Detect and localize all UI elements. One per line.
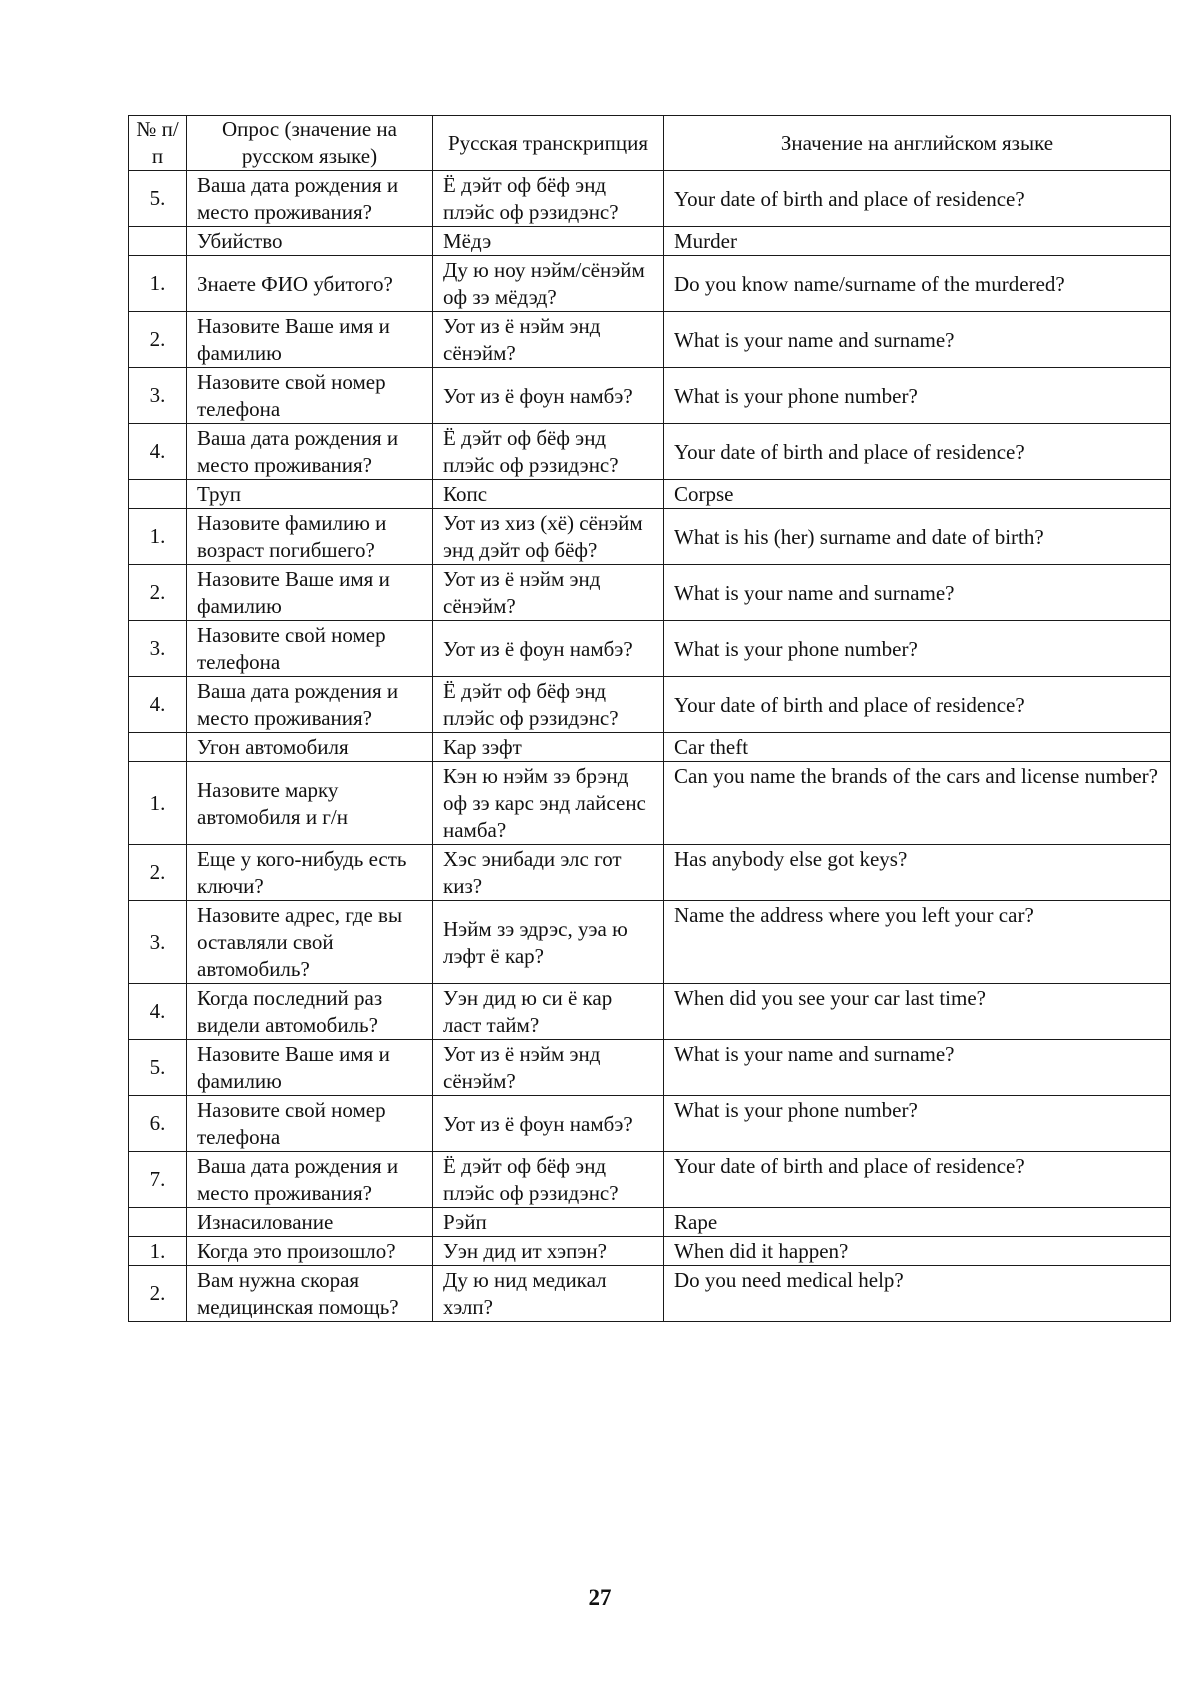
cell-transcription: Уот из ё фоун намбэ? — [433, 1096, 664, 1152]
cell-number: 2. — [129, 845, 187, 901]
table-row — [129, 312, 1171, 368]
table-row — [129, 1096, 1171, 1152]
cell-question-ru: Угон автомобиля — [187, 733, 433, 762]
cell-number: 2. — [129, 1266, 187, 1322]
cell-english: What is his (her) surname and date of birth? — [664, 509, 1171, 565]
page-number: 27 — [588, 1585, 612, 1610]
cell-question-ru: Ваша дата рождения и место проживания? — [187, 424, 433, 480]
cell-transcription: Уот из ё нэйм энд сёнэйм? — [433, 565, 664, 621]
cell-number: 2. — [129, 565, 187, 621]
cell-transcription: Ду ю ноу нэйм/сёнэйм оф зэ мёдэд? — [433, 256, 664, 312]
cell-transcription: Уот из ё нэйм энд сёнэйм? — [433, 1040, 664, 1096]
cell-english: What is your phone number? — [664, 621, 1171, 677]
cell-english: What is your name and surname? — [664, 1040, 1171, 1096]
cell-transcription: Уот из ё фоун намбэ? — [433, 621, 664, 677]
table-row — [129, 984, 1171, 1040]
cell-question-ru: Когда это произошло? — [187, 1237, 433, 1266]
cell-english: Your date of birth and place of residence? — [664, 171, 1171, 227]
cell-number — [129, 227, 187, 256]
cell-english: Do you know name/surname of the murdered? — [664, 256, 1171, 312]
cell-number: 3. — [129, 621, 187, 677]
cell-transcription: Ду ю нид медикал хэлп? — [433, 1266, 664, 1322]
cell-question-ru: Назовите Ваше имя и фамилию — [187, 565, 433, 621]
cell-transcription: Кар зэфт — [433, 733, 664, 762]
cell-number: 5. — [129, 1040, 187, 1096]
cell-number — [129, 733, 187, 762]
cell-english: Your date of birth and place of residence? — [664, 424, 1171, 480]
section-row — [129, 480, 1171, 509]
cell-transcription: Копс — [433, 480, 664, 509]
cell-number: 2. — [129, 312, 187, 368]
cell-transcription: Ё дэйт оф бёф энд плэйс оф рэзидэнс? — [433, 1152, 664, 1208]
cell-question-ru: Назовите фамилию и возраст погибшего? — [187, 509, 433, 565]
cell-number: 4. — [129, 677, 187, 733]
cell-question-ru: Назовите свой номер телефона — [187, 368, 433, 424]
cell-transcription: Уэн дид ит хэпэн? — [433, 1237, 664, 1266]
table-row — [129, 1266, 1171, 1322]
phrase-table — [128, 115, 1171, 1322]
cell-question-ru: Ваша дата рождения и место проживания? — [187, 1152, 433, 1208]
table-row — [129, 621, 1171, 677]
cell-transcription: Мёдэ — [433, 227, 664, 256]
table-row — [129, 677, 1171, 733]
cell-transcription: Уот из хиз (хё) сёнэйм энд дэйт оф бёф? — [433, 509, 664, 565]
cell-number: 1. — [129, 256, 187, 312]
cell-english: What is your phone number? — [664, 368, 1171, 424]
cell-number: 5. — [129, 171, 187, 227]
cell-transcription: Хэс энибади элс гот киз? — [433, 845, 664, 901]
cell-question-ru: Назовите свой номер телефона — [187, 1096, 433, 1152]
cell-english: Do you need medical help? — [664, 1266, 1171, 1322]
cell-number: 3. — [129, 901, 187, 984]
cell-english: When did it happen? — [664, 1237, 1171, 1266]
cell-english: Corpse — [664, 480, 1171, 509]
table-row — [129, 901, 1171, 984]
cell-english: Murder — [664, 227, 1171, 256]
cell-number: 1. — [129, 762, 187, 845]
cell-question-ru: Убийство — [187, 227, 433, 256]
table-row — [129, 1040, 1171, 1096]
table-header — [129, 116, 1171, 171]
cell-transcription: Ё дэйт оф бёф энд плэйс оф рэзидэнс? — [433, 171, 664, 227]
cell-english: Rape — [664, 1208, 1171, 1237]
cell-transcription: Уэн дид ю си ё кар ласт тайм? — [433, 984, 664, 1040]
cell-question-ru: Ваша дата рождения и место проживания? — [187, 171, 433, 227]
cell-transcription: Ё дэйт оф бёф энд плэйс оф рэзидэнс? — [433, 424, 664, 480]
cell-question-ru: Назовите свой номер телефона — [187, 621, 433, 677]
cell-transcription: Нэйм зэ эдрэс, уэа ю лэфт ё кар? — [433, 901, 664, 984]
cell-number — [129, 480, 187, 509]
table-row — [129, 368, 1171, 424]
cell-english: Your date of birth and place of residence? — [664, 1152, 1171, 1208]
cell-number: 3. — [129, 368, 187, 424]
cell-number — [129, 1208, 187, 1237]
cell-number: 7. — [129, 1152, 187, 1208]
cell-number: 6. — [129, 1096, 187, 1152]
cell-question-ru: Еще у кого-нибудь есть ключи? — [187, 845, 433, 901]
header-number: № п/п — [129, 116, 187, 171]
cell-transcription: Кэн ю нэйм зэ брэнд оф зэ карс энд лайсенс намба? — [433, 762, 664, 845]
table-row — [129, 1152, 1171, 1208]
cell-english: Can you name the brands of the cars and license number? — [664, 762, 1171, 845]
section-row — [129, 733, 1171, 762]
section-row — [129, 1208, 1171, 1237]
table-row — [129, 171, 1171, 227]
cell-question-ru: Ваша дата рождения и место проживания? — [187, 677, 433, 733]
cell-question-ru: Когда последний раз видели автомобиль? — [187, 984, 433, 1040]
cell-english: Has anybody else got keys? — [664, 845, 1171, 901]
cell-english: Your date of birth and place of residence? — [664, 677, 1171, 733]
table-row — [129, 565, 1171, 621]
cell-question-ru: Труп — [187, 480, 433, 509]
cell-transcription: Рэйп — [433, 1208, 664, 1237]
cell-number: 4. — [129, 424, 187, 480]
cell-number: 4. — [129, 984, 187, 1040]
header-english: Значение на английском языке — [664, 116, 1171, 171]
cell-transcription: Уот из ё нэйм энд сёнэйм? — [433, 312, 664, 368]
table-row — [129, 424, 1171, 480]
cell-english: What is your name and surname? — [664, 565, 1171, 621]
cell-transcription: Уот из ё фоун намбэ? — [433, 368, 664, 424]
header-transcription: Русская транскрипция — [433, 116, 664, 171]
table-row — [129, 509, 1171, 565]
cell-question-ru: Назовите адрес, где вы оставляли свой автомобиль? — [187, 901, 433, 984]
table-row — [129, 845, 1171, 901]
cell-english: Car theft — [664, 733, 1171, 762]
cell-number: 1. — [129, 1237, 187, 1266]
cell-question-ru: Назовите марку автомобиля и г/н — [187, 762, 433, 845]
cell-question-ru: Изнасилование — [187, 1208, 433, 1237]
cell-english: What is your phone number? — [664, 1096, 1171, 1152]
table-row — [129, 1237, 1171, 1266]
table-row — [129, 256, 1171, 312]
table-row — [129, 762, 1171, 845]
cell-number: 1. — [129, 509, 187, 565]
cell-english: When did you see your car last time? — [664, 984, 1171, 1040]
section-row — [129, 227, 1171, 256]
table-body — [129, 171, 1171, 1322]
cell-question-ru: Вам нужна скорая медицинская помощь? — [187, 1266, 433, 1322]
header-question-ru: Опрос (значение на русском языке) — [187, 116, 433, 171]
cell-transcription: Ё дэйт оф бёф энд плэйс оф рэзидэнс? — [433, 677, 664, 733]
cell-english: What is your name and surname? — [664, 312, 1171, 368]
cell-english: Name the address where you left your car? — [664, 901, 1171, 984]
cell-question-ru: Назовите Ваше имя и фамилию — [187, 1040, 433, 1096]
cell-question-ru: Назовите Ваше имя и фамилию — [187, 312, 433, 368]
header-row — [129, 116, 1171, 171]
cell-question-ru: Знаете ФИО убитого? — [187, 256, 433, 312]
